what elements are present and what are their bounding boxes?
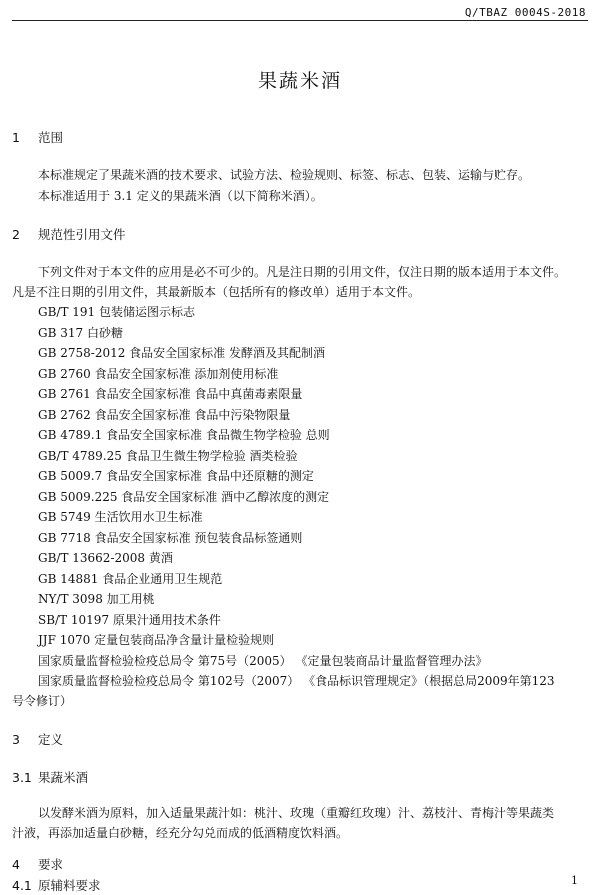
reference-item: SB/T 10197 原果汁通用技术条件 [38,613,221,627]
paragraph: 汁液，再添加适量白砂糖，经充分勾兑而成的低酒精度饮料酒。 [12,826,349,840]
reference-item: GB 4789.1 食品安全国家标准 食品微生物学检验 总则 [38,428,330,442]
section-title: 要求 [38,857,64,872]
section-2-heading [12,225,126,243]
subsection-3-1-heading [12,768,88,786]
reference-item: GB/T 4789.25 食品卫生微生物学检验 酒类检验 [38,449,298,463]
reference-item: 国家质量监督检验检疫总局令 第102号（2007） 《食品标识管理规定》（根据总局2009年第123 [38,674,555,688]
paragraph: 下列文件对于本文件的应用是必不可少的。凡是注日期的引用文件，仅注日期的版本适用于本文件。 [38,265,567,279]
reference-item: GB/T 13662-2008 黄酒 [38,551,173,565]
reference-item: GB 2758-2012 食品安全国家标准 发酵酒及其配制酒 [38,346,325,360]
reference-item: GB 5009.7 食品安全国家标准 食品中还原糖的测定 [38,469,314,483]
section-title: 果蔬米酒 [38,770,89,785]
section-number: 1 [12,130,20,145]
reference-item: GB 14881 食品企业通用卫生规范 [38,572,223,586]
reference-item: GB 2760 食品安全国家标准 添加剂使用标准 [38,367,279,381]
page-number: 1 [571,874,578,887]
section-number: 2 [12,227,20,242]
section-title: 范围 [38,130,64,145]
reference-item: GB 2761 食品安全国家标准 食品中真菌毒素限量 [38,387,303,401]
document-title: 果蔬米酒 [257,70,342,92]
section-1-heading [12,128,63,146]
section-title: 规范性引用文件 [38,227,126,242]
reference-item: GB 7718 食品安全国家标准 预包装食品标签通则 [38,531,303,545]
reference-item: GB/T 191 包装储运图示标志 [38,305,195,319]
reference-item: GB 5749 生活饮用水卫生标准 [38,510,203,524]
section-3-heading [12,730,63,748]
subsection-4-1-heading [12,876,101,894]
standard-code: Q/TBAZ 0004S-2018 [464,6,586,19]
reference-item: 国家质量监督检验检疫总局令 第75号（2005） 《定量包装商品计量监督管理办法》 [38,654,488,668]
reference-item: GB 317 白砂糖 [38,326,123,340]
section-4-heading [12,855,63,873]
reference-item: NY/T 3098 加工用桃 [38,592,155,606]
header-rule [12,20,588,21]
section-title: 原辅料要求 [38,878,101,893]
reference-item-continuation: 号令修订） [12,694,73,708]
section-title: 定义 [38,732,64,747]
paragraph: 本标准规定了果蔬米酒的技术要求、试验方法、检验规则、标签、标志、包装、运输与贮存。 [38,168,531,182]
reference-item: GB 2762 食品安全国家标准 食品中污染物限量 [38,408,291,422]
paragraph: 以发酵米酒为原料，加入适量果蔬汁如：桃汁、玫瑰（重瓣红玫瑰）汁、荔枝汁、青梅汁等果蔬类 [38,806,555,820]
reference-item: GB 5009.225 食品安全国家标准 酒中乙醇浓度的测定 [38,490,330,504]
section-number: 4 [12,857,20,872]
paragraph: 本标准适用于 3.1 定义的果蔬米酒（以下简称米酒）。 [38,189,323,203]
section-number: 3 [12,732,20,747]
paragraph: 凡是不注日期的引用文件，其最新版本（包括所有的修改单）适用于本文件。 [12,285,421,299]
reference-item: JJF 1070 定量包装商品净含量计量检验规则 [38,633,275,647]
section-number: 4.1 [12,878,32,893]
section-number: 3.1 [12,770,32,785]
